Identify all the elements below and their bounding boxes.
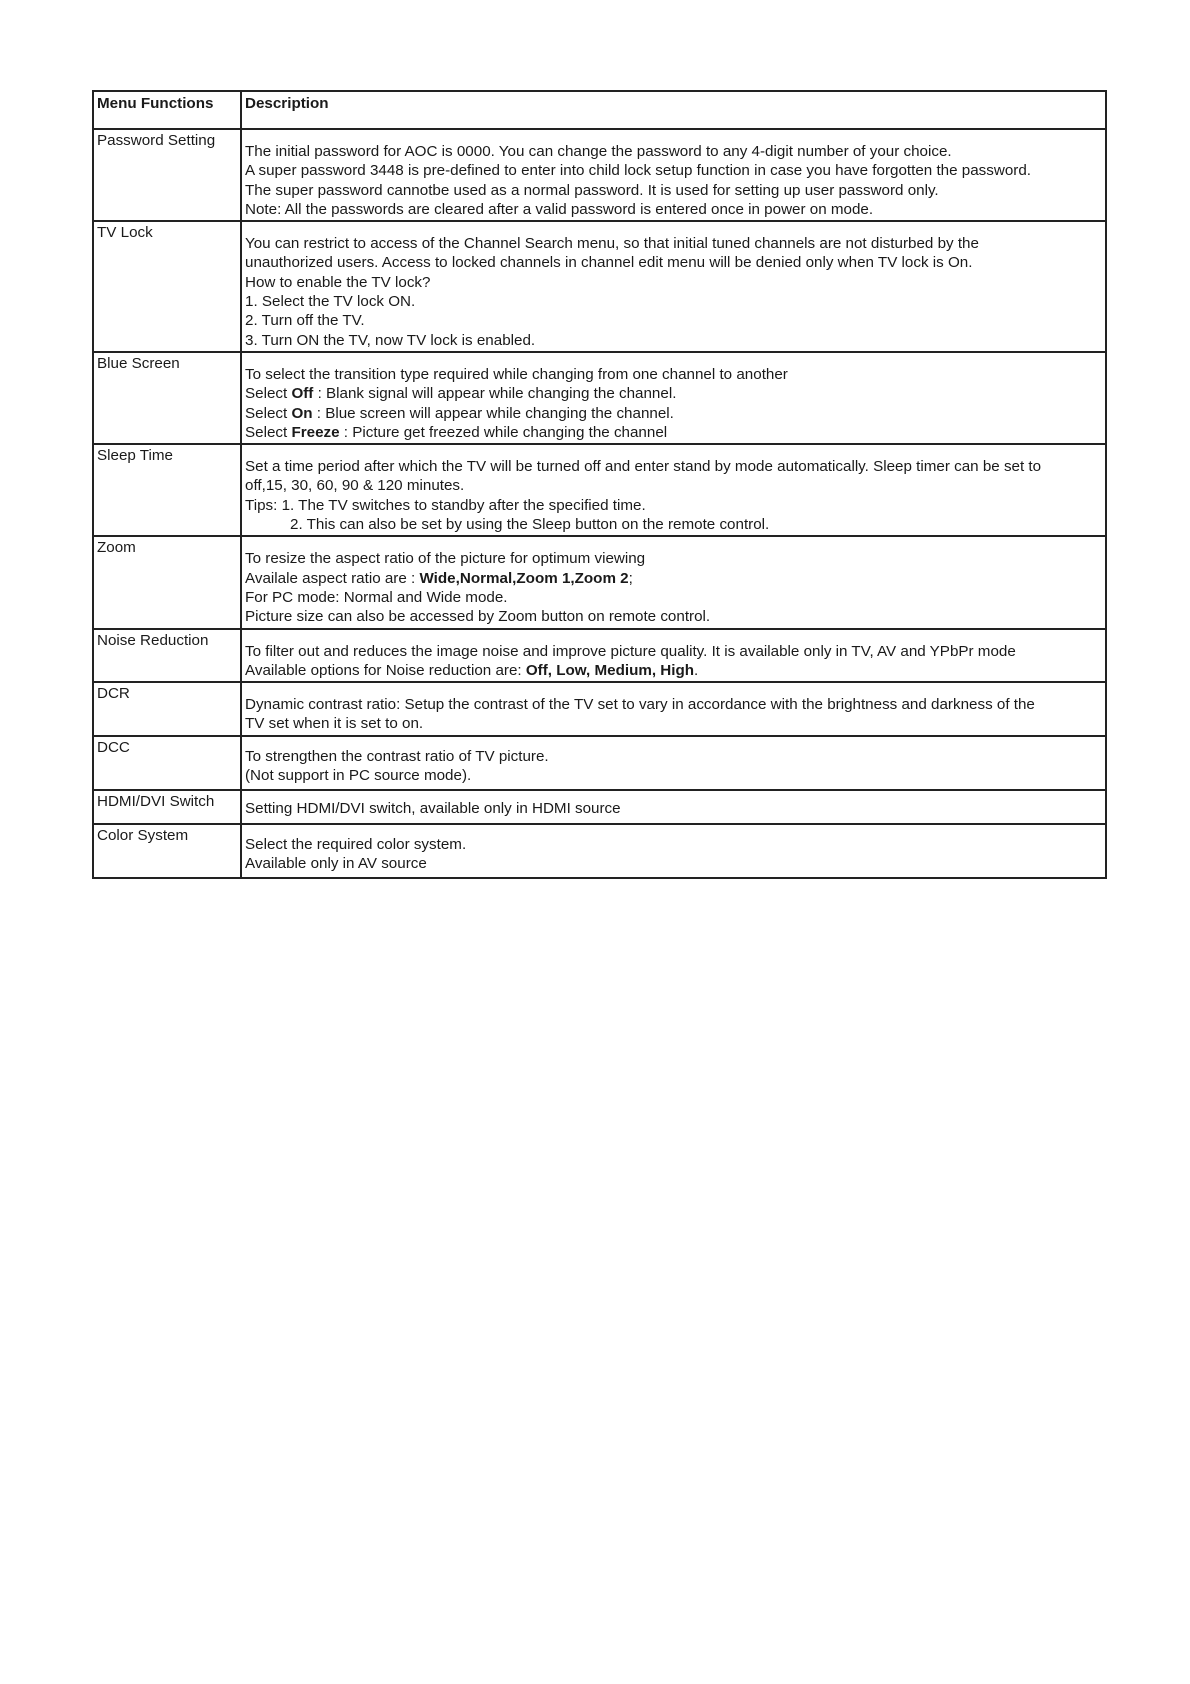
description-line (245, 457, 1102, 476)
description-text: Picture size can also be accessed by Zoom button on remote control. (245, 608, 711, 626)
description-text: The super password cannotbe used as a normal password. It is used for setting up user password only. (245, 181, 939, 199)
description-line (245, 142, 1102, 161)
description-text: : Picture get freezed while changing the channel (339, 423, 668, 441)
description-line (245, 515, 1102, 534)
description-text: You can restrict to access of the Channel Search menu, so that initial tuned channels are not disturbed by the (245, 235, 979, 253)
description-text: (Not support in PC source mode). (245, 767, 472, 785)
description-emphasis: On (291, 404, 313, 422)
function-description (241, 736, 1106, 791)
function-name: Noise Reduction (93, 629, 241, 683)
table-row-blue-screen (93, 352, 1106, 444)
description-emphasis: Off, Low, Medium, High (525, 661, 695, 679)
description-text: How to enable the TV lock? (245, 273, 431, 291)
description-line (245, 253, 1102, 272)
function-description (241, 824, 1106, 879)
description-text: : Blank signal will appear while changing the channel. (313, 385, 677, 403)
description-line (245, 835, 1102, 854)
description-text: unauthorized users. Access to locked channels in channel edit menu will be denied only when TV lock is On. (245, 254, 973, 272)
description-line (245, 496, 1102, 515)
function-name: DCC (93, 736, 241, 791)
function-description (241, 129, 1106, 221)
description-line (245, 569, 1102, 588)
function-name: Zoom (93, 536, 241, 628)
description-text: 2. This can also be set by using the Sleep button on the remote control. (290, 516, 770, 534)
description-text: 3. Turn ON the TV, now TV lock is enabled. (245, 331, 536, 349)
description-line (245, 200, 1102, 219)
description-text: The initial password for AOC is 0000. You can change the password to any 4-digit number of your choice. (245, 143, 952, 160)
table-row-password-setting (93, 129, 1106, 221)
description-text: Select (245, 385, 292, 403)
function-name: Password Setting (93, 129, 241, 221)
description-emphasis: Wide,Normal,Zoom 1,Zoom 2 (419, 569, 629, 587)
description-text: Set a time period after which the TV will be turned off and enter stand by mode automatically. Sleep timer can be set to (245, 458, 1042, 476)
function-description (241, 536, 1106, 628)
description-text: To select the transition type required while changing from one channel to another (245, 365, 788, 383)
table-row-tv-lock (93, 221, 1106, 352)
table-header-row (93, 91, 1106, 129)
description-text: 2. Turn off the TV. (245, 312, 365, 330)
description-line (245, 747, 1102, 766)
description-line (245, 234, 1102, 253)
function-name: Blue Screen (93, 352, 241, 444)
description-line (245, 588, 1102, 607)
function-description (241, 444, 1106, 536)
menu-functions-table (92, 90, 1107, 879)
description-line (245, 799, 1102, 818)
description-line (245, 423, 1102, 442)
function-name: HDMI/DVI Switch (93, 790, 241, 823)
description-text: Tips: 1. The TV switches to standby after the specified time. (245, 496, 646, 514)
table-row-zoom (93, 536, 1106, 628)
description-text: ; (628, 569, 633, 587)
header-menu-functions: Menu Functions (93, 91, 241, 129)
description-line (245, 273, 1102, 292)
description-line (245, 476, 1102, 495)
description-line (245, 549, 1102, 568)
description-text: Availale aspect ratio are : (245, 569, 420, 587)
description-line (245, 714, 1102, 733)
function-description (241, 352, 1106, 444)
table-row-noise-reduction (93, 629, 1106, 683)
description-text: To strengthen the contrast ratio of TV picture. (245, 747, 549, 765)
description-text: To filter out and reduces the image noise and improve picture quality. It is available only in TV, AV and YPbPr mode (245, 642, 1016, 660)
description-text: 1. Select the TV lock ON. (245, 293, 416, 311)
function-name: Color System (93, 824, 241, 879)
description-line (245, 161, 1102, 180)
description-text: Select (245, 404, 292, 422)
function-description (241, 790, 1106, 823)
description-line (245, 661, 1102, 680)
description-line (245, 695, 1102, 714)
description-line (245, 607, 1102, 626)
table-row-color-system (93, 824, 1106, 879)
description-text: Available only in AV source (245, 854, 427, 872)
table-row-hdmi-dvi-switch (93, 790, 1106, 823)
function-name: DCR (93, 682, 241, 736)
description-line (245, 642, 1102, 661)
description-text: . (694, 661, 699, 679)
description-line (245, 292, 1102, 311)
function-name: TV Lock (93, 221, 241, 352)
description-text: TV set when it is set to on. (245, 715, 424, 733)
table-row-dcc (93, 736, 1106, 791)
table-row-sleep-time (93, 444, 1106, 536)
table-row-dcr (93, 682, 1106, 736)
description-text: Setting HDMI/DVI switch, available only in HDMI source (245, 800, 621, 818)
header-description: Description (241, 91, 1106, 129)
function-description (241, 221, 1106, 352)
description-text: Select the required color system. (245, 835, 467, 853)
description-line (245, 854, 1102, 873)
description-line (245, 766, 1102, 785)
description-text: A super password 3448 is pre-defined to enter into child lock setup function in case you have forgotten the password. (245, 162, 1032, 180)
description-emphasis: Freeze (291, 423, 340, 441)
function-description (241, 629, 1106, 683)
description-text: Dynamic contrast ratio: Setup the contrast of the TV set to vary in accordance with the brightness and darkness of the (245, 696, 1035, 714)
description-text: For PC mode: Normal and Wide mode. (245, 588, 508, 606)
description-text: To resize the aspect ratio of the picture for optimum viewing (245, 550, 646, 568)
description-text: off,15, 30, 60, 90 & 120 minutes. (245, 477, 465, 495)
description-line (245, 404, 1102, 423)
description-line (245, 384, 1102, 403)
description-emphasis: Off (291, 385, 314, 403)
description-text: Note: All the passwords are cleared after a valid password is entered once in power on mode. (245, 200, 874, 218)
description-text: Select (245, 423, 292, 441)
description-line (245, 365, 1102, 384)
description-text: Available options for Noise reduction are: (245, 661, 526, 679)
function-description (241, 682, 1106, 736)
description-text: : Blue screen will appear while changing the channel. (312, 404, 674, 422)
description-line (245, 181, 1102, 200)
description-line (245, 311, 1102, 330)
description-line (245, 331, 1102, 350)
function-name: Sleep Time (93, 444, 241, 536)
